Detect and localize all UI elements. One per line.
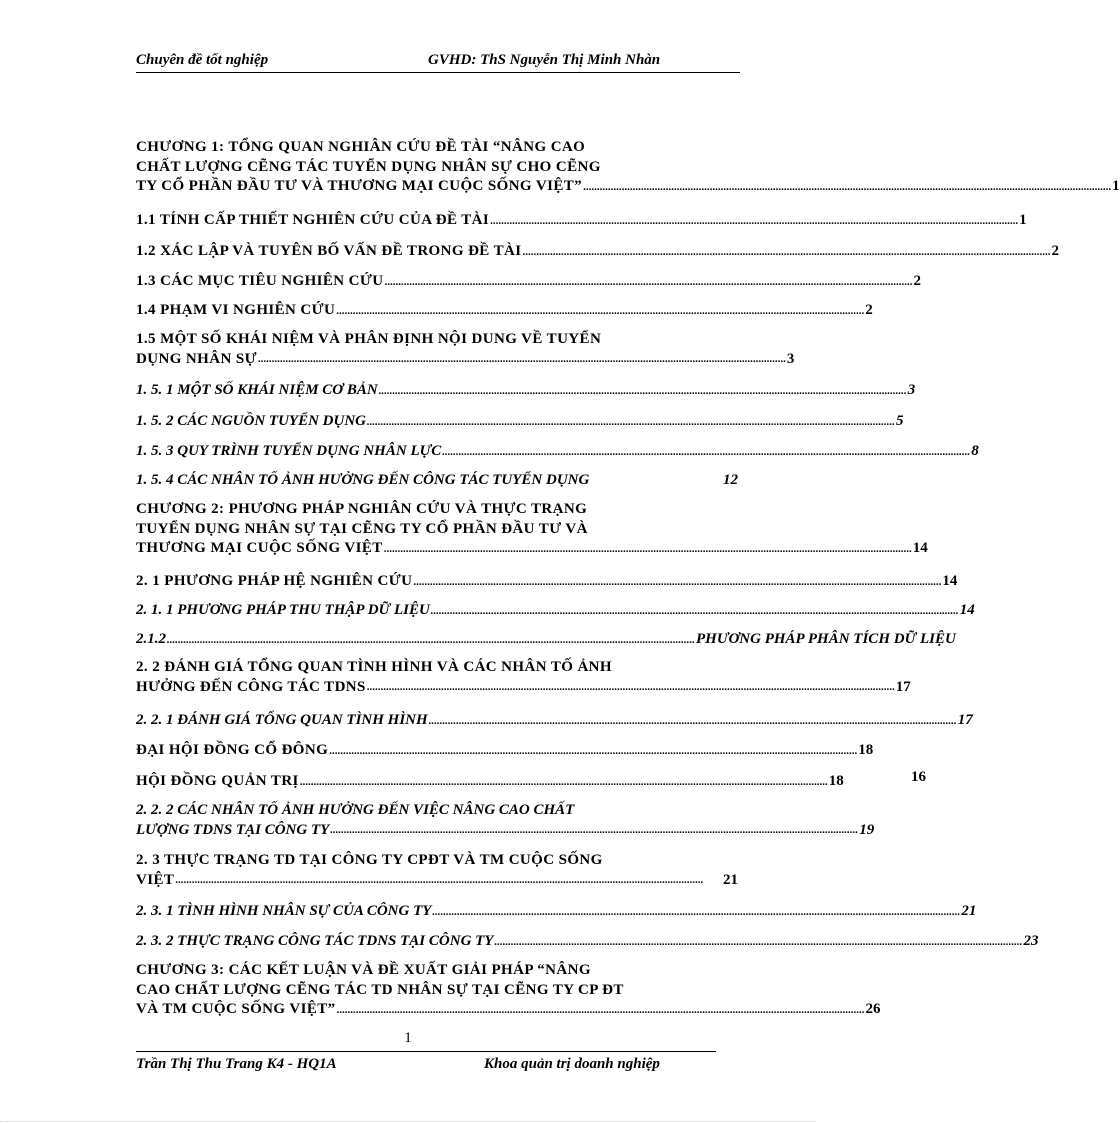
toc-entry-text: 1.4 PHẠM VI NGHIÊN CỨU [136, 302, 336, 318]
toc-entry-1-4[interactable] [136, 301, 873, 321]
toc-entry-2-1[interactable] [136, 572, 958, 592]
toc-page-number: 3 [907, 382, 916, 398]
footer-author: Trần Thị Thu Trang K4 - HQ1A [136, 1056, 337, 1072]
toc-entry-text: 1. 5. 3 QUY TRÌNH TUYỂN DỤNG NHÂN LỰC [136, 443, 442, 459]
dot-leader [367, 678, 895, 697]
toc-entry-2-1-2[interactable] [136, 630, 956, 650]
dot-leader [300, 773, 828, 792]
toc-page-number: 14 [959, 602, 975, 618]
toc-entry-text: PHƯƠNG PHÁP PHÂN TÍCH DỮ LIỆU [696, 631, 956, 647]
dot-leader [432, 903, 960, 922]
toc-entry-1-5-2[interactable] [136, 412, 904, 432]
page-number: 1 [404, 1030, 412, 1046]
dot-leader [413, 573, 941, 592]
toc-page-number: 19 [859, 821, 875, 838]
dot-leader [429, 712, 957, 731]
toc-page-number: 23 [1023, 933, 1039, 949]
toc-entry-chapter-3[interactable] [136, 961, 881, 1020]
toc-entry-2-3-2[interactable] [136, 932, 1039, 952]
toc-entry-text: 2. 1. 1 PHƯƠNG PHÁP THU THẬP DỮ LIỆU [136, 602, 430, 618]
toc-page-number: 12 [723, 472, 738, 488]
running-header [136, 50, 740, 73]
dot-leader [167, 631, 695, 650]
toc-entry-1-1[interactable] [136, 211, 1027, 231]
toc-entry-2-2[interactable] [136, 658, 911, 697]
toc-entry-text: TUYỂN DỤNG NHÂN SỰ TẠI CẼNG TY CỔ PHẦN ĐẦU TƯ VÀ [136, 520, 588, 537]
toc-page-number: 2 [913, 273, 921, 289]
toc-entry-1-2[interactable] [136, 242, 1059, 262]
toc-entry-text: 2. 3 THỰC TRẠNG TD TẠI CÔNG TY CPĐT VÀ TM CUỘC SỐNG [136, 852, 603, 868]
dot-leader [431, 602, 959, 621]
dot-leader [330, 821, 858, 840]
toc-page-number: 1 [1019, 212, 1027, 228]
toc-page-number: 18 [858, 742, 874, 758]
footer-faculty: Khoa quản trị doanh nghiệp [484, 1056, 660, 1072]
dot-leader [379, 382, 907, 401]
toc-entry-number: 2.1.2 [136, 631, 166, 647]
toc-entry-text: 2. 2 ĐÁNH GIÁ TỔNG QUAN TÌNH HÌNH VÀ CÁC NHÂN TỐ ẢNH [136, 659, 612, 675]
toc-page-number: 26 [865, 1001, 881, 1017]
toc-entry-1-5-4[interactable] [136, 471, 738, 491]
toc-entry-text: HƯỞNG ĐẾN CÔNG TÁC TDNS [136, 678, 366, 695]
toc-entry-text: 2. 2. 1 ĐÁNH GIÁ TỔNG QUAN TÌNH HÌNH [136, 712, 428, 728]
toc-entry-2-2-2[interactable] [136, 801, 875, 840]
toc-entry-text: 1. 5. 1 MỘT SỐ KHÁI NIỆM CƠ BẢN [136, 382, 378, 398]
toc-page-number: 17 [957, 712, 973, 728]
toc-entry-text: 2. 1 PHƯƠNG PHÁP HỆ NGHIÊN CỨU [136, 573, 413, 589]
toc-entry-1-5[interactable] [136, 330, 795, 369]
toc-page-number: 18 [828, 773, 844, 789]
toc-entry-text: THƯƠNG MẠI CUỘC SỐNG VIỆT [136, 540, 383, 556]
toc-entry-text: DỤNG NHÂN SỰ [136, 350, 257, 367]
running-footer [136, 1056, 716, 1076]
toc-page-number-outdented: 16 [911, 769, 926, 785]
toc-entry-text: CHƯƠNG 2: PHƯƠNG PHÁP NGHIÂN CỨU VÀ THỰC TRẠNG [136, 501, 588, 517]
toc-page-number: 1 [1112, 178, 1120, 194]
toc-page-number: 2 [865, 302, 873, 318]
toc-entry-text: 2. 2. 2 CÁC NHÂN TỐ ẢNH HƯỞNG ĐẾN VIỆC NÂNG CAO CHẤT [136, 802, 575, 818]
dot-leader [494, 933, 1022, 952]
toc-entry-text: LƯỢNG TDNS TẠI CÔNG TY [136, 821, 330, 838]
toc-entry-chapter-2[interactable] [136, 500, 928, 559]
toc-page-number: 14 [912, 540, 928, 556]
dot-leader [384, 273, 912, 292]
dot-leader [384, 540, 912, 559]
toc-entry-text: 1.2 XÁC LẬP VÀ TUYÊN BỐ VẤN ĐỀ TRONG ĐỀ TÀI [136, 243, 522, 259]
toc-page-number: 21 [723, 871, 738, 888]
toc-entry-2-3-1[interactable] [136, 902, 977, 922]
dot-leader [442, 443, 970, 462]
toc-entry-text: 1.3 CÁC MỤC TIÊU NGHIÊN CỨU [136, 273, 384, 289]
toc-entry-2-3[interactable] [136, 851, 738, 890]
toc-entry-text: CHẤT LƯỢNG CẼNG TÁC TUYỂN DỤNG NHÂN SỰ CHO CẼNG [136, 158, 601, 175]
toc-entry-chapter-1[interactable] [136, 138, 1120, 197]
dot-leader [258, 350, 786, 369]
header-supervisor: GVHD: ThS Nguyễn Thị Minh Nhàn [428, 52, 661, 68]
toc-entry-2-1-1[interactable] [136, 601, 975, 621]
toc-entry-1-3[interactable] [136, 272, 921, 292]
toc-entry-text: TY CỔ PHẦN ĐẦU TƯ VÀ THƯƠNG MẠI CUỘC SỐNG VIỆT” [136, 178, 583, 194]
toc-entry-text: ĐẠI HỘI ĐỒNG CỔ ĐÔNG [136, 742, 329, 758]
toc-page-number: 21 [961, 903, 977, 919]
dot-leader [522, 243, 1050, 262]
dot-leader [175, 871, 722, 890]
dot-leader [336, 302, 864, 321]
toc-page-number: 8 [971, 443, 979, 459]
toc-page-number: 2 [1051, 243, 1059, 259]
toc-entry-text: HỘI ĐỒNG QUẢN TRỊ [136, 773, 299, 789]
toc-entry-text: CHƯƠNG 1: TỔNG QUAN NGHIÂN CỨU ĐỀ TÀI “NÂNG CAO [136, 139, 586, 155]
toc-entry-text: 1.1 TÍNH CẤP THIẾT NGHIÊN CỨU CỦA ĐỀ TÀI [136, 212, 490, 228]
toc-entry-hoi-dong-quan-tri[interactable] [136, 772, 844, 792]
toc-entry-text: 1.5 MỘT SỐ KHÁI NIỆM VÀ PHÂN ĐỊNH NỘI DUNG VỀ TUYỂN [136, 331, 602, 347]
dot-leader [337, 1001, 865, 1020]
toc-entry-1-5-1[interactable] [136, 381, 916, 401]
toc-entry-text: CHƯƠNG 3: CÁC KẾT LUẬN VÀ ĐỀ XUẤT GIẢI PHÁP “NÂNG [136, 962, 591, 978]
toc-entry-2-2-1[interactable] [136, 711, 973, 731]
toc-page-number: 3 [786, 350, 795, 367]
dot-leader [490, 212, 1018, 231]
dot-leader [329, 742, 857, 761]
toc-entry-text: 2. 3. 1 TÌNH HÌNH NHÂN SỰ CỦA CÔNG TY [136, 903, 432, 919]
toc-entry-text: 1. 5. 4 CÁC NHÂN TỐ ẢNH HƯỞNG ĐẾN CÔNG TÁC TUYỂN DỤNG [136, 472, 590, 488]
toc-entry-text: VIỆT [136, 871, 175, 888]
toc-page-number: 14 [942, 573, 958, 589]
toc-entry-text: 1. 5. 2 CÁC NGUỒN TUYỂN DỤNG [136, 413, 367, 429]
dot-leader [367, 413, 895, 432]
toc-entry-text: 2. 3. 2 THỰC TRẠNG CÔNG TÁC TDNS TẠI CÔNG TY [136, 933, 494, 949]
toc-entry-dai-hoi-dong-co-dong[interactable] [136, 741, 874, 761]
toc-entry-1-5-3[interactable] [136, 442, 979, 462]
toc-page-number: 17 [895, 678, 911, 695]
toc-page-number: 5 [896, 413, 904, 429]
page-bottom-edge [0, 1121, 816, 1122]
footer-rule [136, 1051, 716, 1052]
dot-leader [583, 178, 1111, 197]
header-left-title: Chuyên đề tốt nghiệp [136, 52, 269, 68]
toc-entry-text: CAO CHẤT LƯỢNG CẼNG TÁC TD NHÂN SỰ TẠI CẼNG TY CP ĐT [136, 981, 624, 998]
toc-entry-text: VÀ TM CUỘC SỐNG VIỆT” [136, 1001, 336, 1017]
